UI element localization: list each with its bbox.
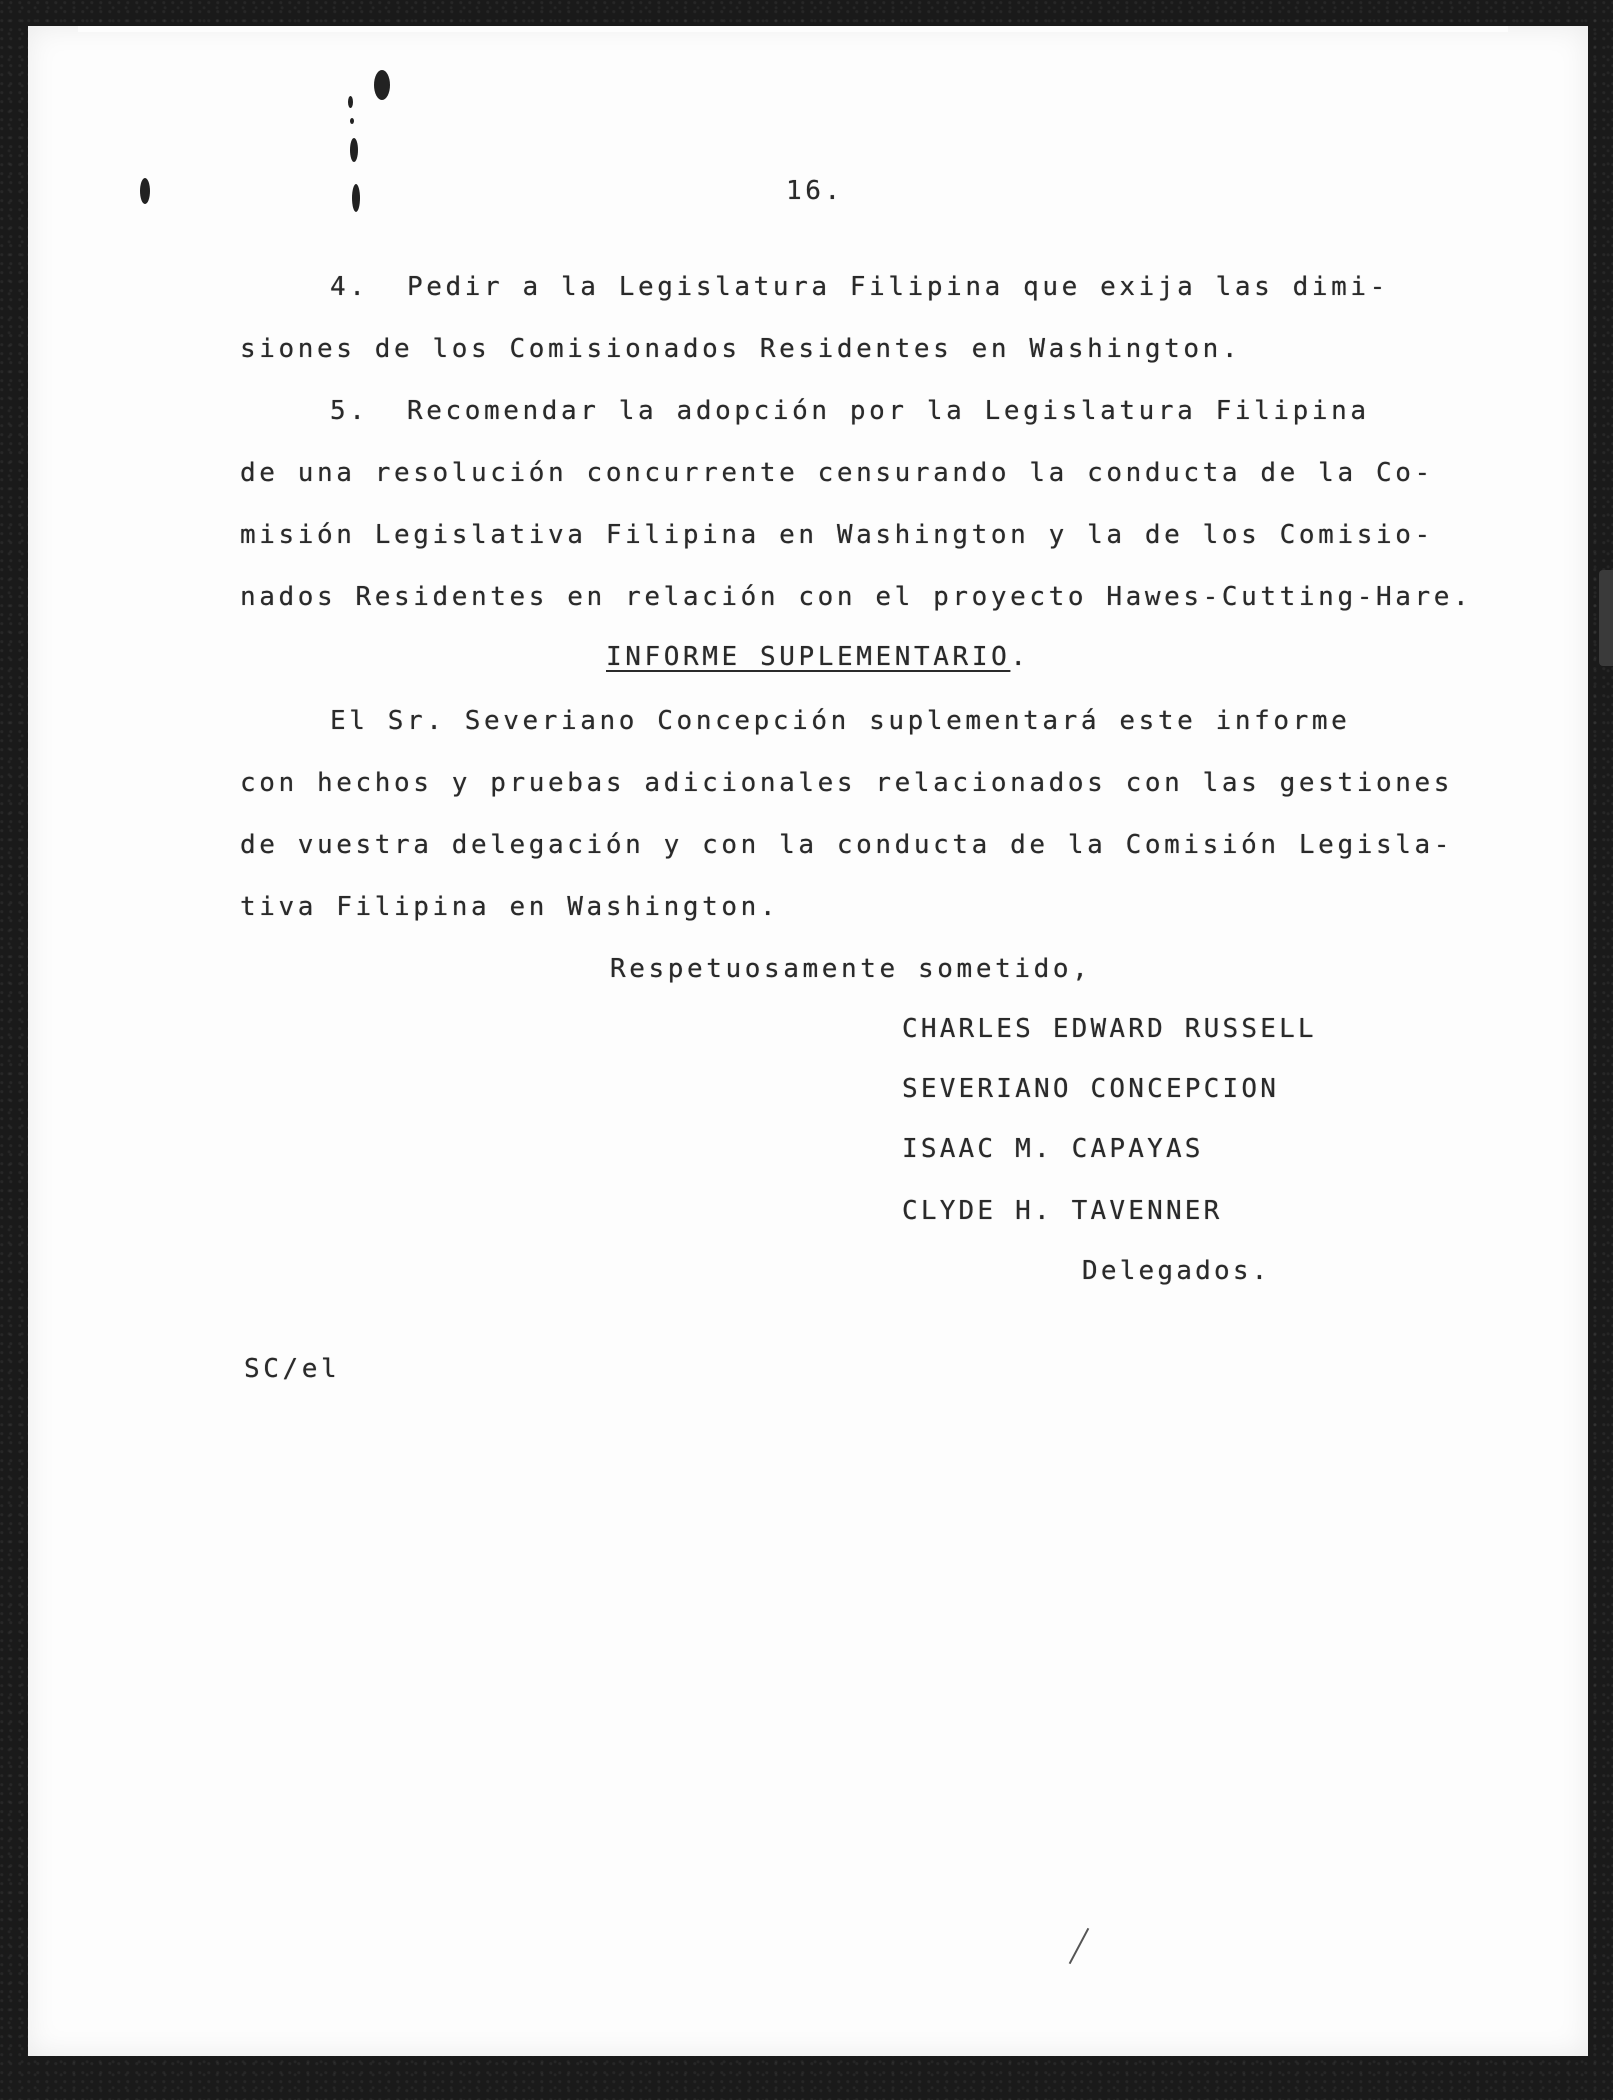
supplement-line-4: tiva Filipina en Washington. [240,892,780,922]
document-page [28,26,1588,2056]
ink-dot [350,138,358,162]
ink-dot [140,178,150,204]
item-5-line-3: misión Legislativa Filipina en Washington y la de los Comisio- [240,520,1434,550]
supplement-title-period: . [1010,642,1030,672]
supplement-heading [606,642,1030,672]
item-5-line-4: nados Residentes en relación con el proyecto Hawes-Cutting-Hare. [240,582,1473,612]
signatory-concepcion: SEVERIANO CONCEPCION [902,1074,1280,1104]
closing-salutation: Respetuosamente sometido, [610,954,1092,984]
item-5-line-1: 5. Recomendar la adopción por la Legislatura Filipina [330,396,1370,426]
ink-dot [352,184,360,212]
signatory-russell: CHARLES EDWARD RUSSELL [902,1014,1317,1044]
reference-initials: SC/el [244,1354,341,1384]
page-top-edge [78,26,1508,32]
page-number: 16. [786,176,844,206]
signatory-title: Delegados. [1082,1256,1271,1286]
supplement-title: INFORME SUPLEMENTARIO [606,642,1011,672]
ink-blot [374,70,390,100]
page-edge-tab [1599,570,1613,666]
ink-dot [348,96,353,108]
item-5-line-2: de una resolución concurrente censurando la conducta de la Co- [240,458,1434,488]
item-4-line-2: siones de los Comisionados Residentes en Washington. [240,334,1242,364]
ink-dot [350,118,354,124]
supplement-line-3: de vuestra delegación y con la conducta de la Comisión Legisla- [240,830,1453,860]
supplement-line-1: El Sr. Severiano Concepción suplementará este informe [330,706,1351,736]
item-4-line-1: 4. Pedir a la Legislatura Filipina que exija las dimi- [330,272,1389,302]
signatory-capayas: ISAAC M. CAPAYAS [902,1134,1204,1164]
signatory-tavenner: CLYDE H. TAVENNER [902,1196,1223,1226]
supplement-line-2: con hechos y pruebas adicionales relacionados con las gestiones [240,768,1453,798]
